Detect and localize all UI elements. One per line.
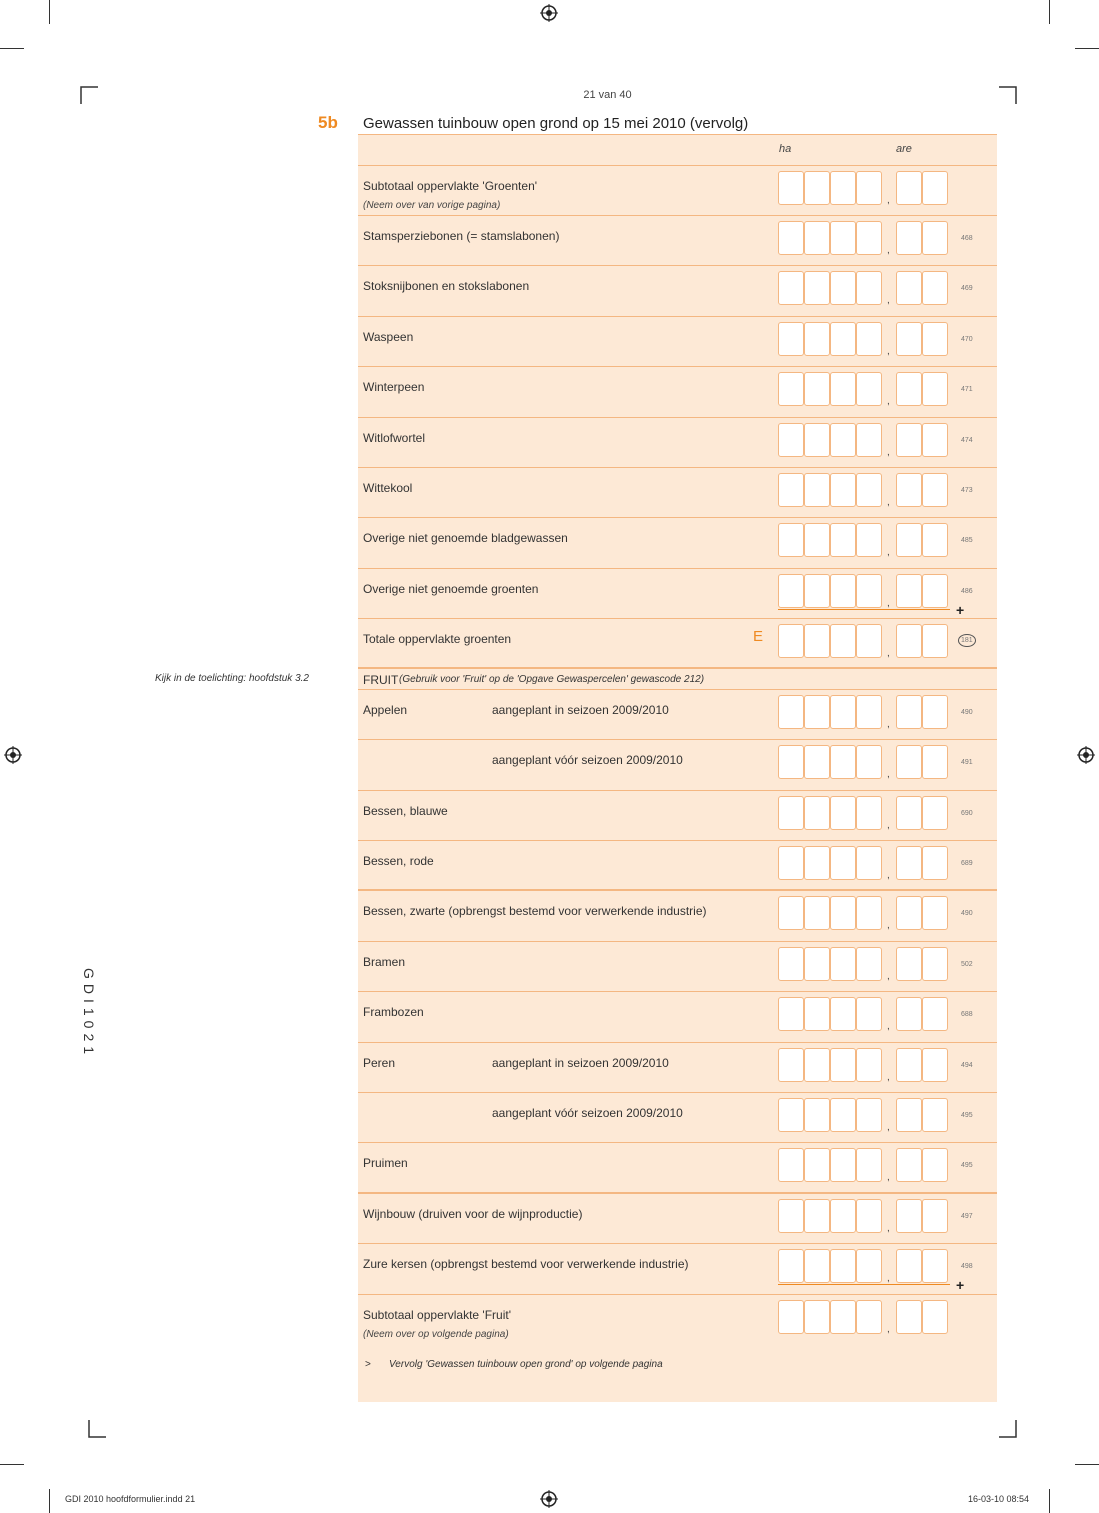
are-digit-box[interactable] — [922, 695, 948, 729]
continue-marker: > — [365, 1359, 371, 1370]
area-input-group — [778, 322, 950, 356]
ha-digit-box[interactable] — [856, 695, 882, 729]
ha-digit-box[interactable] — [778, 1249, 804, 1283]
area-input-group — [778, 1098, 950, 1132]
ha-digit-box[interactable] — [778, 745, 804, 779]
row-label: Bessen, zwarte (opbrengst bestemd voor verwerkende industrie) — [363, 904, 707, 918]
field-code: 491 — [961, 759, 973, 766]
ha-digit-box[interactable] — [778, 1199, 804, 1233]
row-label: Bessen, rode — [363, 854, 434, 868]
ha-digit-box[interactable] — [856, 372, 882, 406]
ha-digit-box[interactable] — [856, 745, 882, 779]
ha-digit-box[interactable] — [856, 1249, 882, 1283]
crop-mark — [1049, 1489, 1050, 1513]
are-digit-box[interactable] — [922, 221, 948, 255]
field-code: 690 — [961, 810, 973, 817]
decimal-comma: , — [887, 1072, 890, 1083]
area-input-group — [778, 1048, 950, 1082]
crop-mark — [0, 1464, 24, 1465]
are-digit-box[interactable] — [896, 523, 922, 557]
crop-mark — [1049, 0, 1050, 24]
ha-digit-box[interactable] — [830, 1048, 856, 1082]
form-row — [358, 740, 997, 791]
row-label: Winterpeen — [363, 380, 425, 394]
are-digit-box[interactable] — [922, 271, 948, 305]
row-sublabel: aangeplant in seizoen 2009/2010 — [492, 1056, 669, 1070]
total-marker: E — [753, 628, 764, 645]
ha-digit-box[interactable] — [830, 574, 856, 608]
ha-digit-box[interactable] — [830, 271, 856, 305]
registration-mark-icon — [4, 746, 22, 764]
are-digit-box[interactable] — [896, 372, 922, 406]
row-label: Wijnbouw (druiven voor de wijnproductie) — [363, 1207, 583, 1221]
form-row — [358, 1043, 997, 1093]
are-digit-box[interactable] — [922, 947, 948, 981]
are-digit-box[interactable] — [896, 695, 922, 729]
ha-digit-box[interactable] — [804, 846, 830, 880]
ha-digit-box[interactable] — [804, 322, 830, 356]
form-row — [358, 1295, 997, 1345]
ha-digit-box[interactable] — [804, 473, 830, 507]
ha-digit-box[interactable] — [804, 372, 830, 406]
field-code: 485 — [961, 537, 973, 544]
field-code: 473 — [961, 487, 973, 494]
field-code: 471 — [961, 386, 973, 393]
ha-digit-box[interactable] — [856, 1148, 882, 1182]
are-digit-box[interactable] — [922, 1148, 948, 1182]
ha-digit-box[interactable] — [856, 523, 882, 557]
ha-digit-box[interactable] — [856, 846, 882, 880]
form-row — [358, 216, 997, 266]
ha-digit-box[interactable] — [778, 221, 804, 255]
are-digit-box[interactable] — [922, 997, 948, 1031]
ha-digit-box[interactable] — [830, 1098, 856, 1132]
are-digit-box[interactable] — [896, 846, 922, 880]
field-code: 490 — [961, 709, 973, 716]
decimal-comma: , — [887, 820, 890, 831]
row-label: Wittekool — [363, 481, 413, 495]
ha-digit-box[interactable] — [804, 1148, 830, 1182]
ha-digit-box[interactable] — [830, 1249, 856, 1283]
corner-mark-icon — [88, 1420, 106, 1438]
ha-digit-box[interactable] — [830, 523, 856, 557]
ha-digit-box[interactable] — [830, 997, 856, 1031]
decimal-comma: , — [887, 1223, 890, 1234]
are-digit-box[interactable] — [896, 997, 922, 1031]
area-input-group — [778, 523, 950, 557]
area-input-group — [778, 846, 950, 880]
are-digit-box[interactable] — [896, 574, 922, 608]
form-row — [358, 791, 997, 841]
row-label: Bessen, blauwe — [363, 804, 448, 818]
ha-digit-box[interactable] — [804, 796, 830, 830]
row-sublabel: aangeplant vóór seizoen 2009/2010 — [492, 753, 683, 767]
ha-digit-box[interactable] — [778, 1148, 804, 1182]
ha-digit-box[interactable] — [804, 1199, 830, 1233]
ha-digit-box[interactable] — [804, 1048, 830, 1082]
area-input-group — [778, 574, 950, 608]
ha-digit-box[interactable] — [778, 271, 804, 305]
ha-digit-box[interactable] — [804, 423, 830, 457]
are-digit-box[interactable] — [922, 574, 948, 608]
sum-line — [778, 609, 950, 610]
are-digit-box[interactable] — [922, 624, 948, 658]
form-row — [358, 1093, 997, 1143]
field-code: 495 — [961, 1162, 973, 1169]
are-digit-box[interactable] — [922, 523, 948, 557]
form-row — [358, 518, 997, 569]
side-note: Kijk in de toelichting: hoofdstuk 3.2 — [155, 673, 309, 684]
field-code: 470 — [961, 336, 973, 343]
are-digit-box[interactable] — [922, 1048, 948, 1082]
crop-mark — [49, 0, 50, 24]
ha-digit-box[interactable] — [830, 624, 856, 658]
field-code: 494 — [961, 1062, 973, 1069]
form-row — [358, 418, 997, 468]
ha-digit-box[interactable] — [778, 896, 804, 930]
are-digit-box[interactable] — [896, 624, 922, 658]
row-label: Frambozen — [363, 1005, 424, 1019]
decimal-comma: , — [887, 870, 890, 881]
ha-digit-box[interactable] — [856, 1300, 882, 1334]
form-row — [358, 690, 997, 740]
ha-digit-box[interactable] — [778, 372, 804, 406]
ha-digit-box[interactable] — [830, 322, 856, 356]
ha-digit-box[interactable] — [778, 1048, 804, 1082]
are-digit-box[interactable] — [922, 423, 948, 457]
ha-digit-box[interactable] — [856, 1199, 882, 1233]
decimal-comma: , — [887, 396, 890, 407]
are-digit-box[interactable] — [896, 1048, 922, 1082]
are-digit-box[interactable] — [922, 846, 948, 880]
decimal-comma: , — [887, 195, 890, 206]
ha-digit-box[interactable] — [778, 846, 804, 880]
decimal-comma: , — [887, 1021, 890, 1032]
ha-digit-box[interactable] — [856, 997, 882, 1031]
ha-digit-box[interactable] — [830, 947, 856, 981]
plus-icon: + — [956, 1277, 965, 1293]
ha-digit-box[interactable] — [778, 574, 804, 608]
area-input-group — [778, 1148, 950, 1182]
field-code: 474 — [961, 437, 973, 444]
area-input-group — [778, 171, 950, 205]
fruit-header-divider — [358, 689, 997, 690]
row-label: Subtotaal oppervlakte 'Fruit' — [363, 1308, 511, 1322]
ha-digit-box[interactable] — [804, 221, 830, 255]
area-input-group — [778, 947, 950, 981]
column-header-are: are — [896, 143, 912, 155]
form-code-vertical: GDI1021 — [81, 968, 97, 1060]
decimal-comma: , — [887, 971, 890, 982]
plus-icon: + — [956, 602, 965, 618]
are-digit-box[interactable] — [922, 1098, 948, 1132]
ha-digit-box[interactable] — [856, 171, 882, 205]
area-input-group — [778, 221, 950, 255]
ha-digit-box[interactable] — [778, 1098, 804, 1132]
form-row — [358, 367, 997, 418]
field-code: 486 — [961, 588, 973, 595]
area-input-group — [778, 473, 950, 507]
area-input-group — [778, 624, 950, 658]
are-digit-box[interactable] — [896, 423, 922, 457]
row-label: Overige niet genoemde bladgewassen — [363, 531, 568, 545]
form-row — [358, 468, 997, 518]
ha-digit-box[interactable] — [804, 271, 830, 305]
fruit-header-note: (Gebruik voor 'Fruit' op de 'Opgave Gewaspercelen' gewascode 212) — [399, 674, 705, 685]
ha-digit-box[interactable] — [778, 423, 804, 457]
are-digit-box[interactable] — [922, 1249, 948, 1283]
are-digit-box[interactable] — [896, 1249, 922, 1283]
are-digit-box[interactable] — [922, 1300, 948, 1334]
ha-digit-box[interactable] — [830, 423, 856, 457]
ha-digit-box[interactable] — [778, 997, 804, 1031]
ha-digit-box[interactable] — [856, 423, 882, 457]
are-digit-box[interactable] — [896, 271, 922, 305]
area-input-group — [778, 997, 950, 1031]
area-input-group — [778, 745, 950, 779]
ha-digit-box[interactable] — [778, 523, 804, 557]
area-input-group — [778, 423, 950, 457]
footer-file-info: GDI 2010 hoofdformulier.indd 21 — [65, 1494, 196, 1504]
ha-digit-box[interactable] — [830, 1199, 856, 1233]
ha-digit-box[interactable] — [856, 473, 882, 507]
row-label: Pruimen — [363, 1156, 408, 1170]
row-label: Peren — [363, 1056, 396, 1070]
ha-digit-box[interactable] — [830, 846, 856, 880]
are-digit-box[interactable] — [922, 322, 948, 356]
field-code: 688 — [961, 1011, 973, 1018]
ha-digit-box[interactable] — [856, 322, 882, 356]
area-input-group — [778, 896, 950, 930]
field-code: 502 — [961, 961, 973, 968]
row-instruction: (Neem over van vorige pagina) — [363, 200, 501, 211]
are-digit-box[interactable] — [896, 171, 922, 205]
ha-digit-box[interactable] — [804, 745, 830, 779]
row-label: Totale oppervlakte groenten — [363, 632, 512, 646]
ha-digit-box[interactable] — [856, 574, 882, 608]
form-row — [358, 317, 997, 367]
field-code: 497 — [961, 1213, 973, 1220]
decimal-comma: , — [887, 769, 890, 780]
ha-digit-box[interactable] — [830, 221, 856, 255]
are-digit-box[interactable] — [896, 947, 922, 981]
form-row — [358, 619, 997, 669]
ha-digit-box[interactable] — [830, 1300, 856, 1334]
field-code: 181 — [958, 634, 976, 647]
row-label: Appelen — [363, 703, 408, 717]
ha-digit-box[interactable] — [778, 624, 804, 658]
form-row — [358, 942, 997, 992]
footer-timestamp: 16-03-10 08:54 — [968, 1494, 1030, 1504]
area-input-group — [778, 1199, 950, 1233]
decimal-comma: , — [887, 295, 890, 306]
ha-digit-box[interactable] — [856, 221, 882, 255]
form-row — [358, 1194, 997, 1244]
decimal-comma: , — [887, 1122, 890, 1133]
area-input-group — [778, 372, 950, 406]
row-label: Zure kersen (opbrengst bestemd voor verwerkende industrie) — [363, 1257, 689, 1271]
field-code: 689 — [961, 860, 973, 867]
are-digit-box[interactable] — [922, 171, 948, 205]
area-input-group — [778, 695, 950, 729]
area-input-group — [778, 1249, 950, 1283]
are-digit-box[interactable] — [896, 896, 922, 930]
ha-digit-box[interactable] — [804, 574, 830, 608]
ha-digit-box[interactable] — [804, 1300, 830, 1334]
form-row — [358, 166, 997, 216]
area-input-group — [778, 796, 950, 830]
ha-digit-box[interactable] — [778, 1300, 804, 1334]
row-label: Waspeen — [363, 330, 414, 344]
ha-digit-box[interactable] — [804, 695, 830, 729]
row-sublabel: aangeplant vóór seizoen 2009/2010 — [492, 1106, 683, 1120]
decimal-comma: , — [887, 1172, 890, 1183]
crop-mark — [49, 1489, 50, 1513]
ha-digit-box[interactable] — [856, 271, 882, 305]
ha-digit-box[interactable] — [856, 624, 882, 658]
are-digit-box[interactable] — [922, 896, 948, 930]
are-digit-box[interactable] — [896, 473, 922, 507]
ha-digit-box[interactable] — [856, 796, 882, 830]
row-sublabel: aangeplant in seizoen 2009/2010 — [492, 703, 669, 717]
row-label: Witlofwortel — [363, 431, 426, 445]
decimal-comma: , — [887, 447, 890, 458]
ha-digit-box[interactable] — [778, 171, 804, 205]
column-header-ha: ha — [779, 143, 792, 155]
section-title: Gewassen tuinbouw open grond op 15 mei 2010 (vervolg) — [363, 115, 749, 132]
ha-digit-box[interactable] — [856, 1048, 882, 1082]
ha-digit-box[interactable] — [778, 322, 804, 356]
row-label: Stoksnijbonen en stokslabonen — [363, 279, 530, 293]
decimal-comma: , — [887, 920, 890, 931]
are-digit-box[interactable] — [896, 1098, 922, 1132]
decimal-comma: , — [887, 648, 890, 659]
ha-digit-box[interactable] — [778, 695, 804, 729]
are-digit-box[interactable] — [922, 796, 948, 830]
crop-mark — [1075, 1464, 1099, 1465]
field-code: 498 — [961, 1263, 973, 1270]
ha-digit-box[interactable] — [778, 947, 804, 981]
decimal-comma: , — [887, 497, 890, 508]
form-row — [358, 266, 997, 317]
form-row — [358, 669, 997, 690]
form-row — [358, 1244, 997, 1295]
ha-digit-box[interactable] — [830, 473, 856, 507]
continue-note: Vervolg 'Gewassen tuinbouw open grond' op volgende pagina — [389, 1359, 663, 1370]
field-code: 495 — [961, 1112, 973, 1119]
panel-top-rule — [358, 134, 997, 135]
are-digit-box[interactable] — [922, 1199, 948, 1233]
row-label: Bramen — [363, 955, 406, 969]
field-code: 468 — [961, 235, 973, 242]
section-number: 5b — [318, 113, 338, 132]
area-input-group — [778, 271, 950, 305]
ha-digit-box[interactable] — [856, 947, 882, 981]
ha-digit-box[interactable] — [778, 796, 804, 830]
are-digit-box[interactable] — [922, 473, 948, 507]
registration-mark-icon — [1077, 746, 1095, 764]
ha-digit-box[interactable] — [804, 1098, 830, 1132]
ha-digit-box[interactable] — [804, 1249, 830, 1283]
row-label: Overige niet genoemde groenten — [363, 582, 539, 596]
ha-digit-box[interactable] — [856, 896, 882, 930]
ha-digit-box[interactable] — [830, 171, 856, 205]
area-input-group — [778, 1300, 950, 1334]
are-digit-box[interactable] — [896, 1300, 922, 1334]
row-label: Subtotaal oppervlakte 'Groenten' — [363, 179, 538, 193]
ha-digit-box[interactable] — [856, 1098, 882, 1132]
ha-digit-box[interactable] — [804, 997, 830, 1031]
decimal-comma: , — [887, 547, 890, 558]
decimal-comma: , — [887, 1273, 890, 1284]
row-label: FRUIT — [363, 673, 399, 687]
are-digit-box[interactable] — [896, 1148, 922, 1182]
corner-mark-icon — [999, 1420, 1017, 1438]
decimal-comma: , — [887, 719, 890, 730]
ha-digit-box[interactable] — [804, 523, 830, 557]
page-number: 21 van 40 — [583, 89, 632, 101]
row-label: Stamsperziebonen (= stamslabonen) — [363, 229, 560, 243]
are-digit-box[interactable] — [896, 745, 922, 779]
ha-digit-box[interactable] — [830, 896, 856, 930]
registration-mark-icon — [540, 1490, 558, 1508]
ha-digit-box[interactable] — [830, 695, 856, 729]
ha-digit-box[interactable] — [804, 171, 830, 205]
registration-mark-icon — [540, 4, 558, 22]
ha-digit-box[interactable] — [830, 745, 856, 779]
sum-line — [778, 1284, 950, 1285]
decimal-comma: , — [887, 1324, 890, 1335]
form-row — [358, 1143, 997, 1194]
are-digit-box[interactable] — [896, 221, 922, 255]
ha-digit-box[interactable] — [830, 796, 856, 830]
ha-digit-box[interactable] — [804, 947, 830, 981]
decimal-comma: , — [887, 245, 890, 256]
field-code: 469 — [961, 285, 973, 292]
crop-mark — [0, 48, 24, 49]
ha-digit-box[interactable] — [830, 1148, 856, 1182]
crop-mark — [1075, 48, 1099, 49]
decimal-comma: , — [887, 598, 890, 609]
are-digit-box[interactable] — [896, 1199, 922, 1233]
field-code: 490 — [961, 910, 973, 917]
ha-digit-box[interactable] — [804, 624, 830, 658]
are-digit-box[interactable] — [922, 372, 948, 406]
form-row — [358, 841, 997, 891]
are-digit-box[interactable] — [922, 745, 948, 779]
are-digit-box[interactable] — [896, 796, 922, 830]
row-instruction: (Neem over op volgende pagina) — [363, 1329, 509, 1340]
ha-digit-box[interactable] — [778, 473, 804, 507]
form-row — [358, 569, 997, 619]
form-row — [358, 992, 997, 1043]
ha-digit-box[interactable] — [830, 372, 856, 406]
are-digit-box[interactable] — [896, 322, 922, 356]
ha-digit-box[interactable] — [804, 896, 830, 930]
form-row — [358, 891, 997, 942]
decimal-comma: , — [887, 346, 890, 357]
